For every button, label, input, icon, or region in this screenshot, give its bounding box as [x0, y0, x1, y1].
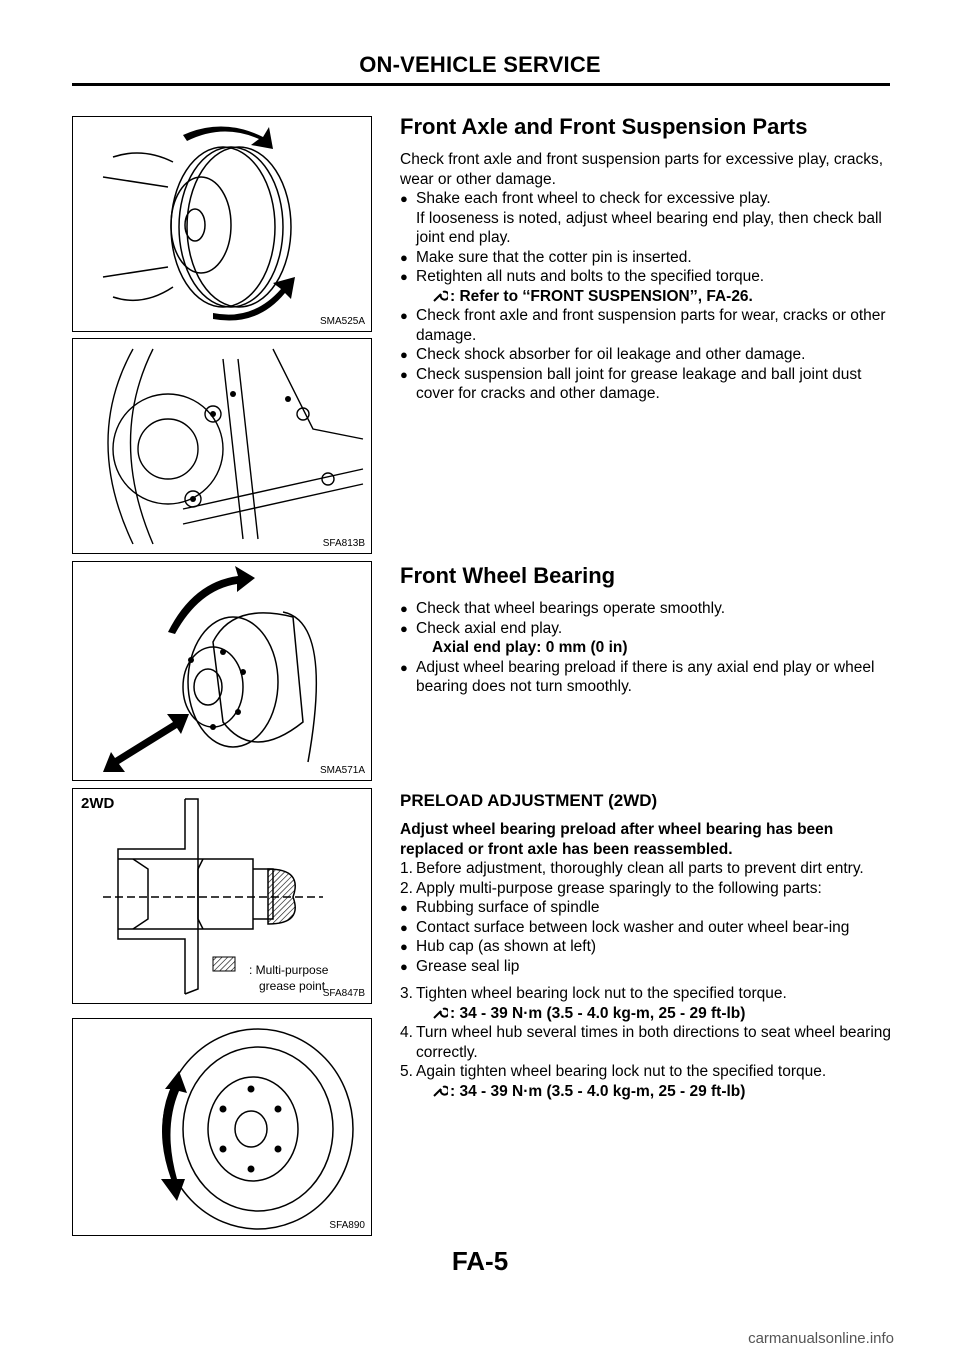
section-wheel-bearing: [400, 563, 892, 697]
wheel-play-check-illustration: [73, 117, 370, 330]
axial-end-play-spec: Axial end play: 0 mm (0 in): [432, 639, 628, 656]
torque-spec: : Refer to ‘‘FRONT SUSPENSION’’, FA-26.: [400, 287, 892, 307]
figure-code: SMA571A: [319, 765, 365, 776]
list-item: ● Check suspension ball joint for grease leakage and ball joint dust cover for cracks and other damage.: [400, 365, 862, 402]
section-title: Front Wheel Bearing: [400, 563, 616, 588]
section-front-axle: [400, 114, 892, 404]
figure-code: SFA813B: [322, 538, 365, 549]
step-item: 5. Again tighten wheel bearing lock nut to the specified torque.: [400, 1063, 827, 1080]
list-item: ● Grease seal lip: [400, 957, 520, 975]
list-item: ● Check axial end play.: [400, 619, 563, 637]
bullet-note: If looseness is noted, adjust wheel bearing end play, then check ball joint end play.: [416, 209, 882, 246]
torque-wrench-icon: [432, 1084, 448, 1098]
figure-suspension: [72, 338, 372, 554]
list-item: ● Shake each front wheel to check for excessive play.: [400, 190, 771, 207]
list-item: ● Check shock absorber for oil leakage and other damage.: [400, 346, 806, 363]
list-item: ● Hub cap (as shown at left): [400, 938, 597, 955]
torque-wrench-icon: [432, 1006, 448, 1020]
legend-line2: grease point: [259, 979, 326, 993]
watermark-text: carmanualsonline.info: [748, 1330, 894, 1347]
front-suspension-illustration: [73, 339, 370, 552]
wheel-bearing-check-illustration: [73, 562, 370, 779]
section-intro: Adjust wheel bearing preload after wheel bearing has been replaced or front axle has been reassembled.: [400, 821, 834, 858]
figure-wheel-bearing: [72, 561, 372, 781]
step-item: 1. Before adjustment, thoroughly clean all parts to prevent dirt entry.: [400, 860, 864, 877]
list-item: ● Check that wheel bearings operate smoothly.: [400, 600, 726, 617]
list-item: ● Check front axle and front suspension parts for wear, cracks or other damage.: [400, 307, 886, 344]
list-item: ● Contact surface between lock washer and outer wheel bear-ing: [400, 918, 850, 936]
header-rule: [72, 83, 890, 86]
rotate-hub-illustration: [73, 1019, 370, 1234]
figure-2wd-label: 2WD: [81, 795, 115, 812]
list-item: ● Make sure that the cotter pin is inserted.: [400, 248, 692, 266]
figure-code: SFA890: [329, 1220, 365, 1231]
step-item: 4. Turn wheel hub several times in both directions to seat wheel bearing correctly.: [400, 1024, 892, 1061]
page-title: ON-VEHICLE SERVICE: [359, 52, 601, 77]
figure-hub-grease: [72, 788, 372, 1004]
legend-line1: : Multi-purpose: [249, 963, 329, 977]
figure-code: SFA847B: [322, 988, 365, 999]
figure-code: SMA525A: [319, 316, 365, 327]
page-number: FA-5: [451, 1246, 509, 1276]
section-title: Front Axle and Front Suspension Parts: [400, 114, 808, 139]
torque-wrench-icon: [432, 289, 448, 303]
figure-rotate-hub: [72, 1018, 372, 1236]
figure-wheel-play: [72, 116, 372, 332]
torque-spec: : 34 - 39 N·m (3.5 - 4.0 kg-m, 25 - 29 ft-lb): [400, 1004, 892, 1024]
list-item: ● Retighten all nuts and bolts to the specified torque.: [400, 268, 765, 285]
torque-spec: : 34 - 39 N·m (3.5 - 4.0 kg-m, 25 - 29 ft-lb): [400, 1082, 892, 1102]
step-item: 3. Tighten wheel bearing lock nut to the specified torque.: [400, 985, 787, 1002]
section-intro: Check front axle and front suspension parts for excessive play, cracks, wear or other damage.: [400, 151, 884, 188]
list-item: ● Adjust wheel bearing preload if there is any axial end play or wheel bearing does not turn smoothly.: [400, 658, 875, 695]
section-preload-adjustment: [400, 790, 892, 1101]
list-item: ● Rubbing surface of spindle: [400, 899, 600, 916]
step-item: 2. Apply multi-purpose grease sparingly to the following parts:: [400, 879, 822, 897]
section-title: PRELOAD ADJUSTMENT (2WD): [400, 791, 658, 810]
